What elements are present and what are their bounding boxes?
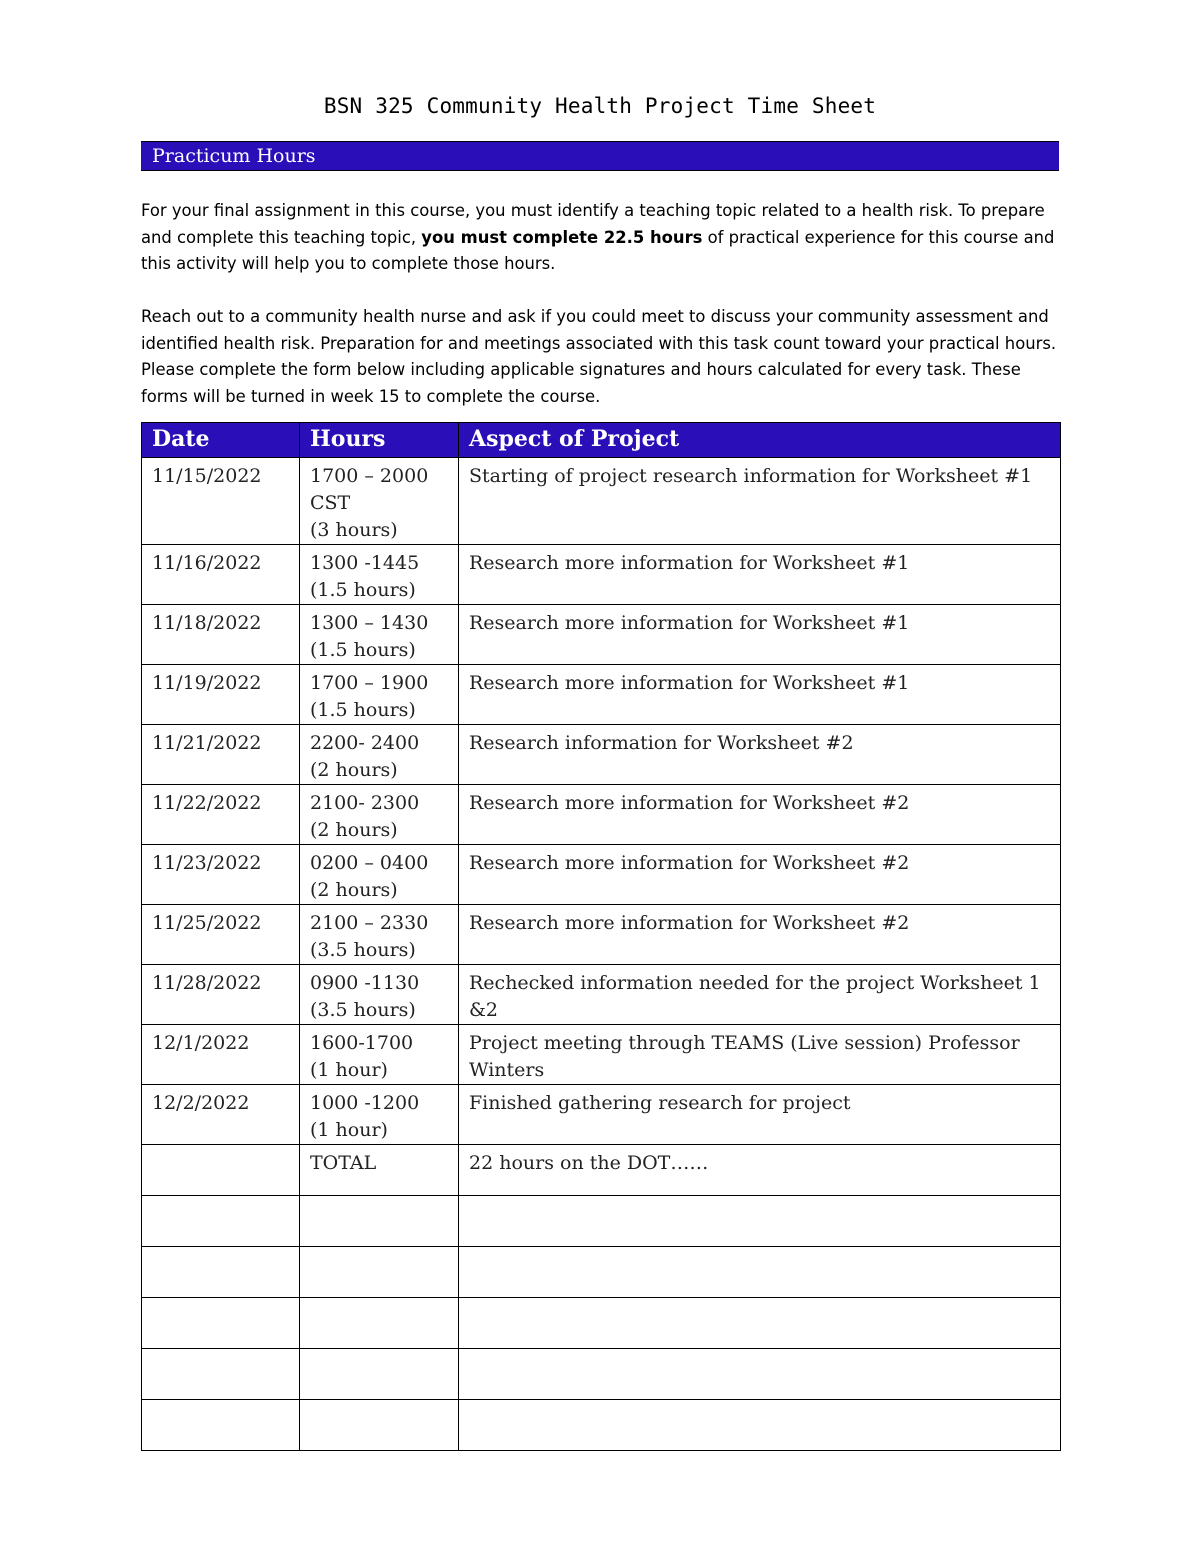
hours-cell-line: 1600-1700 bbox=[310, 1032, 414, 1054]
aspect-cell bbox=[459, 605, 1061, 665]
aspect-cell-line: &2 bbox=[469, 999, 499, 1021]
hours-cell-line: 1700 – 1900 bbox=[310, 672, 429, 694]
aspect-cell-line: Research more information for Worksheet #2 bbox=[469, 792, 910, 814]
hours-cell bbox=[300, 1025, 459, 1085]
blank-cell[interactable] bbox=[459, 1349, 1061, 1400]
date-cell: 12/1/2022 bbox=[142, 1025, 300, 1085]
hours-cell-line: (3.5 hours) bbox=[310, 999, 416, 1021]
table-row bbox=[142, 905, 1061, 965]
hours-cell-line: 1300 – 1430 bbox=[310, 612, 429, 634]
hours-cell-line: 0200 – 0400 bbox=[310, 852, 429, 874]
hours-cell-line: (1.5 hours) bbox=[310, 699, 416, 721]
blank-cell[interactable] bbox=[142, 1196, 300, 1247]
date-cell: 11/28/2022 bbox=[142, 965, 300, 1025]
date-cell: 11/19/2022 bbox=[142, 665, 300, 725]
total-date-cell bbox=[142, 1145, 300, 1196]
blank-cell[interactable] bbox=[142, 1349, 300, 1400]
date-cell: 11/21/2022 bbox=[142, 725, 300, 785]
blank-row bbox=[142, 1400, 1061, 1451]
aspect-cell bbox=[459, 845, 1061, 905]
date-cell: 11/25/2022 bbox=[142, 905, 300, 965]
aspect-cell-line: Research more information for Worksheet #2 bbox=[469, 912, 910, 934]
table-row bbox=[142, 605, 1061, 665]
aspect-cell bbox=[459, 545, 1061, 605]
hours-cell bbox=[300, 785, 459, 845]
hours-cell-line: 1700 – 2000 bbox=[310, 465, 429, 487]
blank-cell[interactable] bbox=[300, 1400, 459, 1451]
aspect-cell-line: Research more information for Worksheet #1 bbox=[469, 672, 910, 694]
blank-cell[interactable] bbox=[142, 1247, 300, 1298]
table-row bbox=[142, 845, 1061, 905]
hours-cell bbox=[300, 545, 459, 605]
blank-cell[interactable] bbox=[459, 1298, 1061, 1349]
table-row bbox=[142, 1025, 1061, 1085]
intro-paragraph-2: Reach out to a community health nurse and ask if you could meet to discuss your community assessment and identified health risk. Preparation for and meetings associated with this task count toward your practical hours. Please complete the form below including applicable signatures and hours calculated for every task. These forms will be turned in week 15 to complete the course. bbox=[141, 307, 1057, 406]
table-row bbox=[142, 785, 1061, 845]
blank-cell[interactable] bbox=[142, 1298, 300, 1349]
table-body bbox=[142, 458, 1061, 1451]
aspect-cell-line: Winters bbox=[469, 1059, 545, 1081]
aspect-cell bbox=[459, 905, 1061, 965]
hours-cell-line: (1 hour) bbox=[310, 1119, 388, 1141]
hours-cell-line: (1.5 hours) bbox=[310, 579, 416, 601]
table-row bbox=[142, 545, 1061, 605]
blank-row bbox=[142, 1349, 1061, 1400]
aspect-cell-line: Finished gathering research for project bbox=[469, 1092, 851, 1114]
hours-cell-line: 2100 – 2330 bbox=[310, 912, 429, 934]
aspect-cell-line: Research information for Worksheet #2 bbox=[469, 732, 854, 754]
hours-cell-line: 1000 -1200 bbox=[310, 1092, 420, 1114]
blank-row bbox=[142, 1196, 1061, 1247]
hours-cell bbox=[300, 458, 459, 545]
table-header-row bbox=[142, 423, 1061, 458]
hours-cell bbox=[300, 725, 459, 785]
hours-cell-line: 2100- 2300 bbox=[310, 792, 420, 814]
date-cell: 11/22/2022 bbox=[142, 785, 300, 845]
table-row bbox=[142, 965, 1061, 1025]
date-cell: 11/18/2022 bbox=[142, 605, 300, 665]
table-row bbox=[142, 1085, 1061, 1145]
section-header-bar bbox=[141, 141, 1059, 171]
table-row bbox=[142, 665, 1061, 725]
hours-cell-line: (1.5 hours) bbox=[310, 639, 416, 661]
hours-log-table bbox=[141, 422, 1061, 1451]
hours-cell-line: (1 hour) bbox=[310, 1059, 388, 1081]
hours-cell-line: 0900 -1130 bbox=[310, 972, 420, 994]
total-row bbox=[142, 1145, 1061, 1196]
intro-paragraph-1 bbox=[141, 198, 1061, 278]
aspect-cell-line: Starting of project research information for Worksheet #1 bbox=[469, 465, 1033, 487]
hours-cell bbox=[300, 665, 459, 725]
aspect-cell bbox=[459, 1025, 1061, 1085]
aspect-cell-line: Rechecked information needed for the project Worksheet 1 bbox=[469, 972, 1041, 994]
date-cell: 11/15/2022 bbox=[142, 458, 300, 545]
aspect-cell bbox=[459, 458, 1061, 545]
hours-cell-line: 1300 -1445 bbox=[310, 552, 420, 574]
hours-cell-line: (2 hours) bbox=[310, 819, 398, 841]
intro-text-end: of practical experience for this course and this activity will help you to complete those hours. bbox=[141, 227, 1055, 273]
blank-cell[interactable] bbox=[300, 1247, 459, 1298]
blank-cell[interactable] bbox=[300, 1349, 459, 1400]
blank-cell[interactable] bbox=[459, 1400, 1061, 1451]
date-cell: 12/2/2022 bbox=[142, 1085, 300, 1145]
column-header-hours: Hours bbox=[300, 423, 459, 458]
blank-cell[interactable] bbox=[459, 1247, 1061, 1298]
hours-cell bbox=[300, 605, 459, 665]
aspect-cell-line: Research more information for Worksheet #1 bbox=[469, 612, 910, 634]
column-header-date: Date bbox=[142, 423, 300, 458]
aspect-cell bbox=[459, 725, 1061, 785]
blank-row bbox=[142, 1247, 1061, 1298]
blank-cell[interactable] bbox=[142, 1400, 300, 1451]
column-header-aspect: Aspect of Project bbox=[459, 423, 1061, 458]
blank-cell[interactable] bbox=[459, 1196, 1061, 1247]
blank-cell[interactable] bbox=[300, 1196, 459, 1247]
aspect-cell bbox=[459, 1085, 1061, 1145]
hours-cell bbox=[300, 1085, 459, 1145]
hours-cell-line: (2 hours) bbox=[310, 879, 398, 901]
aspect-cell-line: Project meeting through TEAMS (Live session) Professor bbox=[469, 1032, 1020, 1054]
hours-cell bbox=[300, 965, 459, 1025]
hours-cell-line: 2200- 2400 bbox=[310, 732, 420, 754]
aspect-cell-line: Research more information for Worksheet #1 bbox=[469, 552, 910, 574]
aspect-cell bbox=[459, 665, 1061, 725]
aspect-cell bbox=[459, 785, 1061, 845]
hours-cell-line: (3.5 hours) bbox=[310, 939, 416, 961]
table-row bbox=[142, 725, 1061, 785]
total-aspect-cell: 22 hours on the DOT…… bbox=[459, 1145, 1061, 1196]
hours-cell bbox=[300, 845, 459, 905]
blank-cell[interactable] bbox=[300, 1298, 459, 1349]
aspect-cell-line: Research more information for Worksheet #2 bbox=[469, 852, 910, 874]
page-title: BSN 325 Community Health Project Time Sheet bbox=[323, 94, 877, 118]
date-cell: 11/23/2022 bbox=[142, 845, 300, 905]
aspect-cell bbox=[459, 965, 1061, 1025]
intro-text-start: For your final assignment in this course, you must identify a teaching topic related to a health risk. To prepare and complete this teaching topic, bbox=[141, 201, 1045, 247]
hours-cell-line: (2 hours) bbox=[310, 759, 398, 781]
total-hours-cell: TOTAL bbox=[300, 1145, 459, 1196]
hours-cell-line: CST bbox=[310, 492, 351, 514]
hours-cell-line: (3 hours) bbox=[310, 519, 398, 541]
date-cell: 11/16/2022 bbox=[142, 545, 300, 605]
section-header-label: Practicum Hours bbox=[152, 145, 316, 167]
table-row bbox=[142, 458, 1061, 545]
hours-cell bbox=[300, 905, 459, 965]
blank-row bbox=[142, 1298, 1061, 1349]
intro-required-hours: you must complete 22.5 hours bbox=[421, 227, 703, 247]
